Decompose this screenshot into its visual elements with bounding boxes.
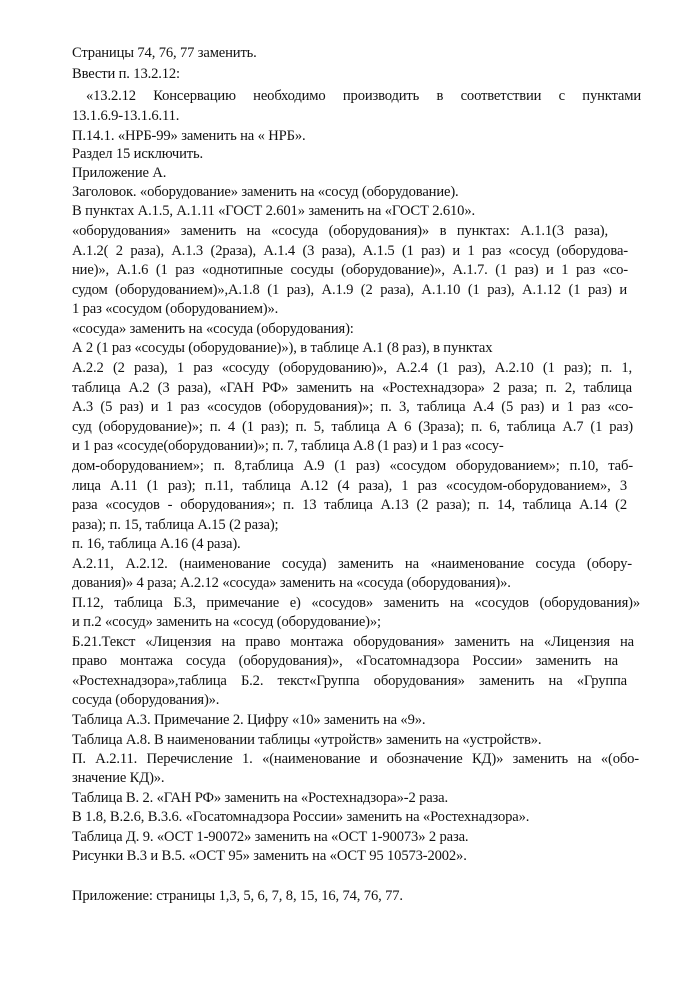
text-line: суд (оборудование)»; п. 4 (1 раз); п. 5, таблица А 6 (3раза); п. 6, таблица А.7 (1 раз) <box>72 419 633 435</box>
text-line: и 1 раз «сосуде(оборудовании)»; п. 7, таблица А.8 (1 раз) и 1 раз «сосу- <box>72 438 504 454</box>
text-line: 1 раз «сосудом (оборудованием)». <box>72 301 279 317</box>
text-line: и п.2 «сосуд» заменить на «сосуд (оборудование)»; <box>72 614 381 630</box>
text-line: В пунктах А.1.5, А.1.11 «ГОСТ 2.601» заменить на «ГОСТ 2.610». <box>72 203 475 219</box>
text-line: Раздел 15 исключить. <box>72 146 204 162</box>
text-line: 13.1.6.9-13.1.6.11. <box>72 108 180 124</box>
text-line: А.2.2 (2 раза), 1 раз «сосуду (оборудованию)», А.2.4 (1 раз), А.2.10 (1 раз); п. 1, <box>72 360 632 376</box>
text-line: лица А.11 (1 раз); п.11, таблица А.12 (4 раза), 1 раз «сосудом-оборудованием», 3 <box>72 478 627 494</box>
text-line: значение КД)». <box>72 770 165 786</box>
text-line: Б.21.Текст «Лицензия на право монтажа оборудования» заменить на «Лицензия на <box>72 634 634 650</box>
text-line: Ввести п. 13.2.12: <box>72 66 180 82</box>
text-line: Страницы 74, 76, 77 заменить. <box>72 45 257 61</box>
text-line: судом (оборудованием)»,А.1.8 (1 раз), А.1.9 (2 раза), А.1.10 (1 раз), А.1.12 (1 раз) и <box>72 282 627 298</box>
text-line: раза «сосудов - оборудования»; п. 13 таблица А.13 (2 раза); п. 14, таблица А.14 (2 <box>72 497 627 513</box>
text-line: Таблица В. 2. «ГАН РФ» заменить на «Ростехнадзора»-2 раза. <box>72 790 449 806</box>
text-line: таблица А.2 (3 раза), «ГАН РФ» заменить на «Ростехнадзора» 2 раза; п. 2, таблица <box>72 380 632 396</box>
text-line: дом-оборудованием»; п. 8,таблица А.9 (1 раз) «сосудом оборудованием»; п.10, таб- <box>72 458 633 474</box>
text-line: право монтажа сосуда (оборудования)», «Госатомнадзора России» заменить на <box>72 653 618 669</box>
text-line: Приложение А. <box>72 165 167 181</box>
text-line: А 2 (1 раз «сосуды (оборудование)»), в таблице А.1 (8 раз), в пунктах <box>72 340 493 356</box>
text-line: П.14.1. «НРБ-99» заменить на « НРБ». <box>72 128 306 144</box>
text-line: Таблица Д. 9. «ОСТ 1-90072» заменить на «ОСТ 1-90073» 2 раза. <box>72 829 469 845</box>
text-line: Таблица А.8. В наименовании таблицы «утройств» заменить на «устройств». <box>72 732 542 748</box>
text-line: «13.2.12 Консервацию необходимо производить в соответствии с пунктами <box>86 88 641 104</box>
text-line: В 1.8, В.2.6, В.3.6. «Госатомнадзора России» заменить на «Ростехнадзора». <box>72 809 530 825</box>
text-line: сосуда (оборудования)». <box>72 692 220 708</box>
text-line: А.2.11, А.2.12. (наименование сосуда) заменить на «наименование сосуда (обору- <box>72 556 632 572</box>
text-line: П. А.2.11. Перечисление 1. «(наименование и обозначение КД)» заменить на «(обо- <box>72 751 639 767</box>
text-line: п. 16, таблица А.16 (4 раза). <box>72 536 241 552</box>
text-line: «оборудования» заменить на «сосуда (оборудования)» в пунктах: А.1.1(3 раза), <box>72 223 608 239</box>
text-line: «сосуда» заменить на «сосуда (оборудования): <box>72 321 354 337</box>
text-line: А.1.2( 2 раза), А.1.3 (2раза), А.1.4 (3 раза), А.1.5 (1 раз) и 1 раз «сосуд (оборудова- <box>72 243 628 259</box>
text-line: П.12, таблица Б.3, примечание е) «сосудов» заменить на «сосудов (оборудования)» <box>72 595 640 611</box>
text-line: раза); п. 15, таблица А.15 (2 раза); <box>72 517 279 533</box>
text-line: «Ростехнадзора»,таблица Б.2. текст«Группа оборудования» заменить на «Группа <box>72 673 627 689</box>
text-line: Рисунки В.3 и В.5. «ОСТ 95» заменить на «ОСТ 95 10573-2002». <box>72 848 467 864</box>
text-line: ние)», А.1.6 (1 раз «однотипные сосуды (оборудование)», А.1.7. (1 раз) и 1 раз «со- <box>72 262 628 278</box>
text-line: А.3 (5 раз) и 1 раз «сосудов (оборудования)»; п. 3, таблица А.4 (5 раз) и 1 раз «со- <box>72 399 633 415</box>
text-line: дования)» 4 раза; А.2.12 «сосуда» заменить на «сосуда (оборудования)». <box>72 575 511 591</box>
attachment-note: Приложение: страницы 1,3, 5, 6, 7, 8, 15, 16, 74, 76, 77. <box>72 888 403 904</box>
text-line: Заголовок. «оборудование» заменить на «сосуд (оборудование). <box>72 184 459 200</box>
text-line: Таблица А.3. Примечание 2. Цифру «10» заменить на «9». <box>72 712 426 728</box>
